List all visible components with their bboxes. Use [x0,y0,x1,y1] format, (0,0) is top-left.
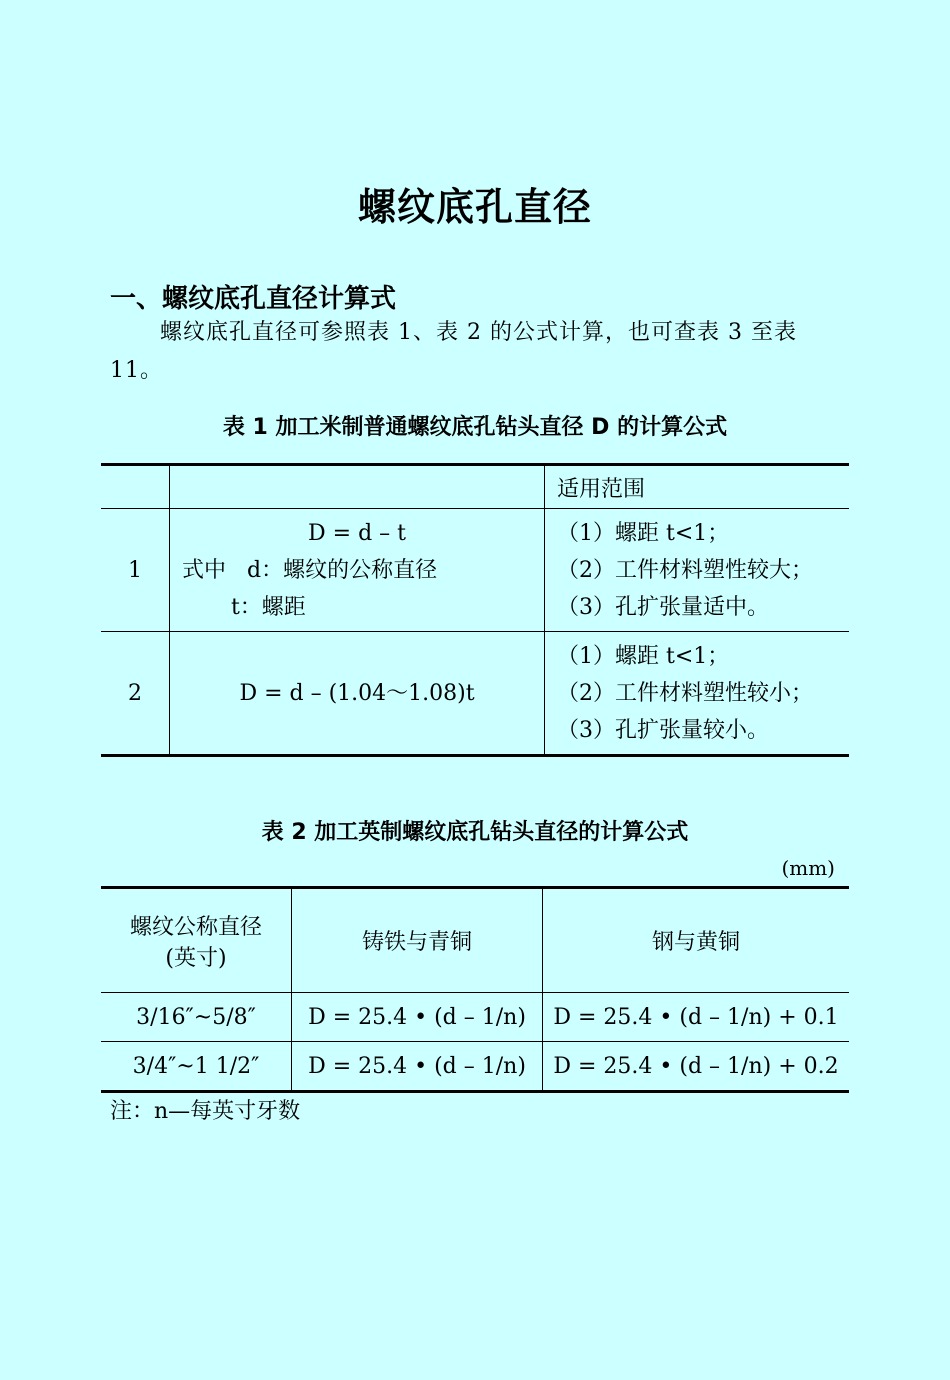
intro-paragraph: 螺纹底孔直径可参照表 1、表 2 的公式计算，也可查表 3 至表 11。 [110,320,797,383]
table2-caption: 表 2 加工英制螺纹底孔钻头直径的计算公式 [261,820,689,845]
range-item: （3）孔扩张量适中。 [557,594,769,620]
table-row [101,993,849,1042]
cast-iron-formula: D = 25.4 • (d – 1/n) [292,993,543,1042]
header-cell-size [101,888,292,993]
table-header-row [101,888,849,993]
section-heading: 一、螺纹底孔直径计算式 [110,284,397,314]
formula-note: 式中 d：螺纹的公称直径 [182,557,438,583]
formula: D = d – (1.04～1.08)t [239,680,475,706]
formula-cell [170,632,545,756]
range-cell [545,509,850,632]
page-title: 螺纹底孔直径 [357,185,592,229]
table-note: 注：n—每英寸牙数 [110,1099,301,1124]
row-number: 2 [101,632,170,756]
range-item: （2）工件材料塑性较小； [557,680,813,706]
header-cell-range: 适用范围 [545,465,850,509]
header-cell-no [101,465,170,509]
table-row [101,509,849,632]
table-header-row [101,465,849,509]
table-row [101,1042,849,1092]
steel-formula: D = 25.4 • (d – 1/n) + 0.2 [543,1042,850,1092]
header-size-unit: (英寸) [165,945,227,971]
steel-formula: D = 25.4 • (d – 1/n) + 0.1 [543,993,850,1042]
range-item: （1）螺距 t<1； [557,643,730,669]
size-cell: 3/4″~1 1/2″ [101,1042,292,1092]
range-item: （2）工件材料塑性较大； [557,557,813,583]
table1-caption: 表 1 加工米制普通螺纹底孔钻头直径 D 的计算公式 [222,415,728,440]
range-item: （3）孔扩张量较小。 [557,717,769,743]
formula-cell [170,509,545,632]
formula: D = d – t [308,520,406,546]
formula-note: t：螺距 [182,594,306,620]
metric-thread-table [101,463,849,757]
header-cell-steel: 钢与黄铜 [543,888,850,993]
header-cell-cast-iron: 铸铁与青铜 [292,888,543,993]
size-cell: 3/16″~5/8″ [101,993,292,1042]
header-cell-formula [170,465,545,509]
unit-label: (mm) [781,856,835,880]
table-row [101,632,849,756]
row-number: 1 [101,509,170,632]
imperial-thread-table [101,886,849,1093]
cast-iron-formula: D = 25.4 • (d – 1/n) [292,1042,543,1092]
header-size-label: 螺纹公称直径 [129,914,262,940]
range-item: （1）螺距 t<1； [557,520,730,546]
range-cell [545,632,850,756]
